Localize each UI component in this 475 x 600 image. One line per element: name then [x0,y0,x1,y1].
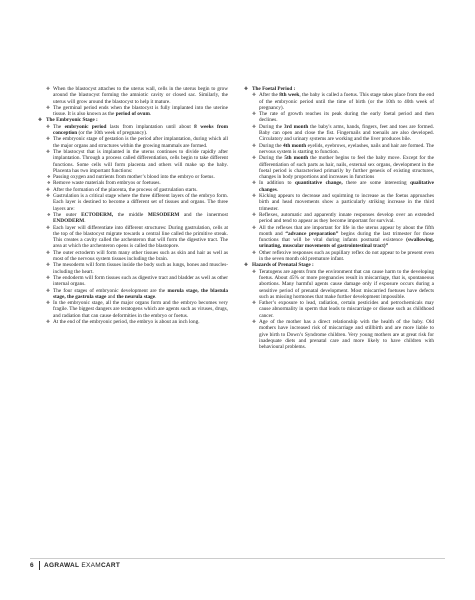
text-run: The blastocyst that is implanted in the uterus continues to divide rapidly after implantation. Through a process called differentiation, cells begin to take different functions. Some cells will form placenta and others will make up the baby. Placenta has two important functions: [53,148,228,174]
bullet-item [38,300,228,319]
text-run: The rate of growth reaches its peak during the early foetal period and then declines. [259,111,434,124]
bullet-item [244,269,434,300]
bullet-item [244,124,434,143]
text-run: ECTODERM, [81,211,114,218]
publisher-brand [44,562,120,569]
text-run: The embryonic stage of gestation is the period after implantation, during which all the major organs and structures within the growing mammals are formed. [53,136,228,149]
page-number: 6 [30,562,34,569]
text-run: quantitative change, [295,180,343,187]
text-run: (or the 10th week of pregnancy). [77,130,148,137]
right-column [244,86,434,350]
text-run: Father’s exposure to lead, radiation, certain pesticides and petrochemicals may cause abnormality in sperm that leads to miscarriage or disease such as childhood cancer. [259,300,434,319]
text-run: Age of the mother has a direct relationship with the health of the baby. Old mothers have increased risk of miscarriage and stillbirth and are more liable to give birth to Down’s Syndrome children. Very young mothers are at great risk for inadequate diets and prenatal care and more likely to have children with behavioural problems. [259,318,434,351]
text-run: . [149,111,152,118]
text-run: In the embryonic stage, all the major organs form and the embryo becomes very fragile. The biggest dangers are teratogens which are agents such as viruses, drugs, and radiation that can cause deformities in the embryo or foetus. [53,300,228,319]
text-run: 8th week [279,92,300,99]
text-run: 3rd month [283,123,309,130]
brand-end: CART [100,562,121,569]
text-run: . [155,293,157,300]
text-run: period of ovum [115,111,150,118]
text-run: and [106,293,117,300]
bullet-item [244,300,434,319]
text-run: At the end of the embryonic period, the embryo is about an inch long. [53,318,200,325]
text-run: 8 weeks from conception [53,123,228,137]
text-run: The endoderm will form tissues such as digestive tract and bladder as well as other internal organs. [53,274,228,288]
bullet-item [38,288,228,301]
text-run: During the [259,155,285,162]
brand-highlight: EXAM [81,562,101,569]
nested-bullet-item [38,212,228,225]
text-run: The four stages of embryonic development are the [53,287,168,294]
bullet-item [244,193,434,212]
text-run: morula stage, the blastula stage, the gastrula stage [53,287,228,300]
footer-rule [30,558,445,559]
bullet-item [38,193,228,212]
bullet-item [244,225,434,250]
bullet-item [38,275,228,288]
text-run: During the [259,142,283,149]
page-footer [30,562,445,574]
text-run: (swallowing, urinating, muscular movements of gastrointestinal tract)” [259,237,434,250]
text-run: The mesoderm will form tissues inside the body such as lungs, bones and muscles-including the heart. [53,262,228,275]
text-run: During the [259,123,284,130]
text-run: eyelids, eyebrows, eyelashes, nails and hair are formed. The nervous system is starting to function. [259,142,434,155]
text-run: When the blastocyst attaches to the uterus wall, cells in the uterus begin to grow around the blastocyst forming the amniotic cavity or closed sac. Similarly, the uterus will grow around the blastocyst to help it mature. [53,86,228,105]
text-run: the middle [113,211,148,218]
bullet-item [38,319,228,325]
text-run: ENDODERM [53,218,85,225]
text-run: The outer ectoderm will form many other tissues such as skin and hair as well as most of the nervous system tissues including the brain. [53,249,228,263]
text-run: the mother begins to feel the baby move. Except for the differentiation of such parts as hair, nails, external sex organs, development in the foetal period is characterised primarily by further genesis of existing structures, changes in body proportions and increases in functions [259,155,434,181]
text-run: All the reflexes that are important for life in the uterus appear by about the fifth month and [259,224,434,237]
text-run: 4th month [282,142,307,149]
left-column [38,86,228,325]
text-run: The [53,123,65,130]
text-run: the neurula stage [116,293,156,300]
bullet-item [244,143,434,156]
brand-main: AGRAWAL [44,562,82,569]
bullet-item [244,319,434,350]
bullet-item [38,124,228,137]
text-run: qualitative changes [259,180,434,193]
text-run: “advance preparation” [285,230,339,237]
text-run: and the innermost [179,211,229,218]
bullet-item [38,262,228,275]
bullet-item [38,149,228,174]
text-run: Reflexes, automatic and apparently innate responses develop over an extended period and tend to appear as they become important for survival. [259,211,434,225]
text-run: Gastrulation is a critical stage where the three different layers of the embryo form. Each layer is destined to become a different set of tissues and organs. The three layers are: [53,193,228,212]
text-run: Teratogens are agents from the environment that can cause harm to the developing foetus. About 45% or more pregnancies result in miscarriage, that is, spontaneous abortions. Many harmful agents cause damage only if exposure occurs during a sensitive period of prenatal development. Most miscarried foetuses have defects such as missing hormones that make further development impossible. [259,268,434,300]
bullet-item [244,180,434,193]
bullet-item [38,105,228,118]
text-run: Other reflexive responses such as pupillary reflex do not appear to be present even in the seven month old premature infant. [259,249,434,263]
text-run: MESODERM [147,211,180,218]
bullet-item [244,250,434,263]
bullet-item [38,136,228,149]
text-run: In addition to [259,180,296,187]
text-run: begins during the last trimester for those functions that will be vital during infants postnatal existence [259,230,434,244]
bullet-item [244,92,434,111]
bullet-item [38,225,228,250]
text-run: Kicking appears to decrease and squirming to increase as the foetus approaches birth and head movements show a particularly striking increase in the third trimester. [259,193,434,212]
text-run: The Embryonic Stage : [46,117,98,124]
text-run: the baby's arms, hands, fingers, feet and toes are formed. Baby can open and close the fist. Fingernails and toenails are also developed. Circulatory and urinary systems are working and the liver produces bile. [259,123,434,143]
text-run: After the [259,92,280,99]
bullet-item [38,86,228,105]
text-run: 5th month [284,155,309,162]
text-run: The germinal period ends when the blastocyst is fully implanted into the uterine tissue. It is also known as the [53,104,228,118]
text-run: Hazards of Prenatal Stage : [252,262,314,269]
text-run: Remove waste materials from embryos or foetuses. [53,180,161,187]
text-run: The outer [53,211,82,218]
bullet-item [244,111,434,124]
bullet-item [244,212,434,225]
text-run: , the baby is called a foetus. This stage takes place from the end of the embryonic period until the time of birth (or the 10th to 40th week of pregnancy). [259,92,434,111]
bullet-item [244,155,434,180]
bullet-item [38,250,228,263]
text-run: . [84,218,86,225]
text-run: Each layer will differentiate into different structures: During gastrulation, cells at the top of the blastocyst migrate towards a central line called the primitive streak. This creates a cavity called the archenteron that will form the digestive tract. The area at which the archenteron opens is called the blastopore. [53,224,228,250]
text-run: After the formation of the placenta, the process of gastrulation starts. [53,186,198,193]
footer-separator [39,561,40,570]
text-run: . [276,186,279,193]
text-run: Passing oxygen and nutrients from mother’s blood into the embryo or foetus. [53,174,215,181]
text-run: there are some interesting [342,180,411,187]
text-run: The Foetal Period : [252,86,296,92]
text-run: lasts from implantation until about [106,123,195,130]
text-run: embryonic period [64,123,107,130]
